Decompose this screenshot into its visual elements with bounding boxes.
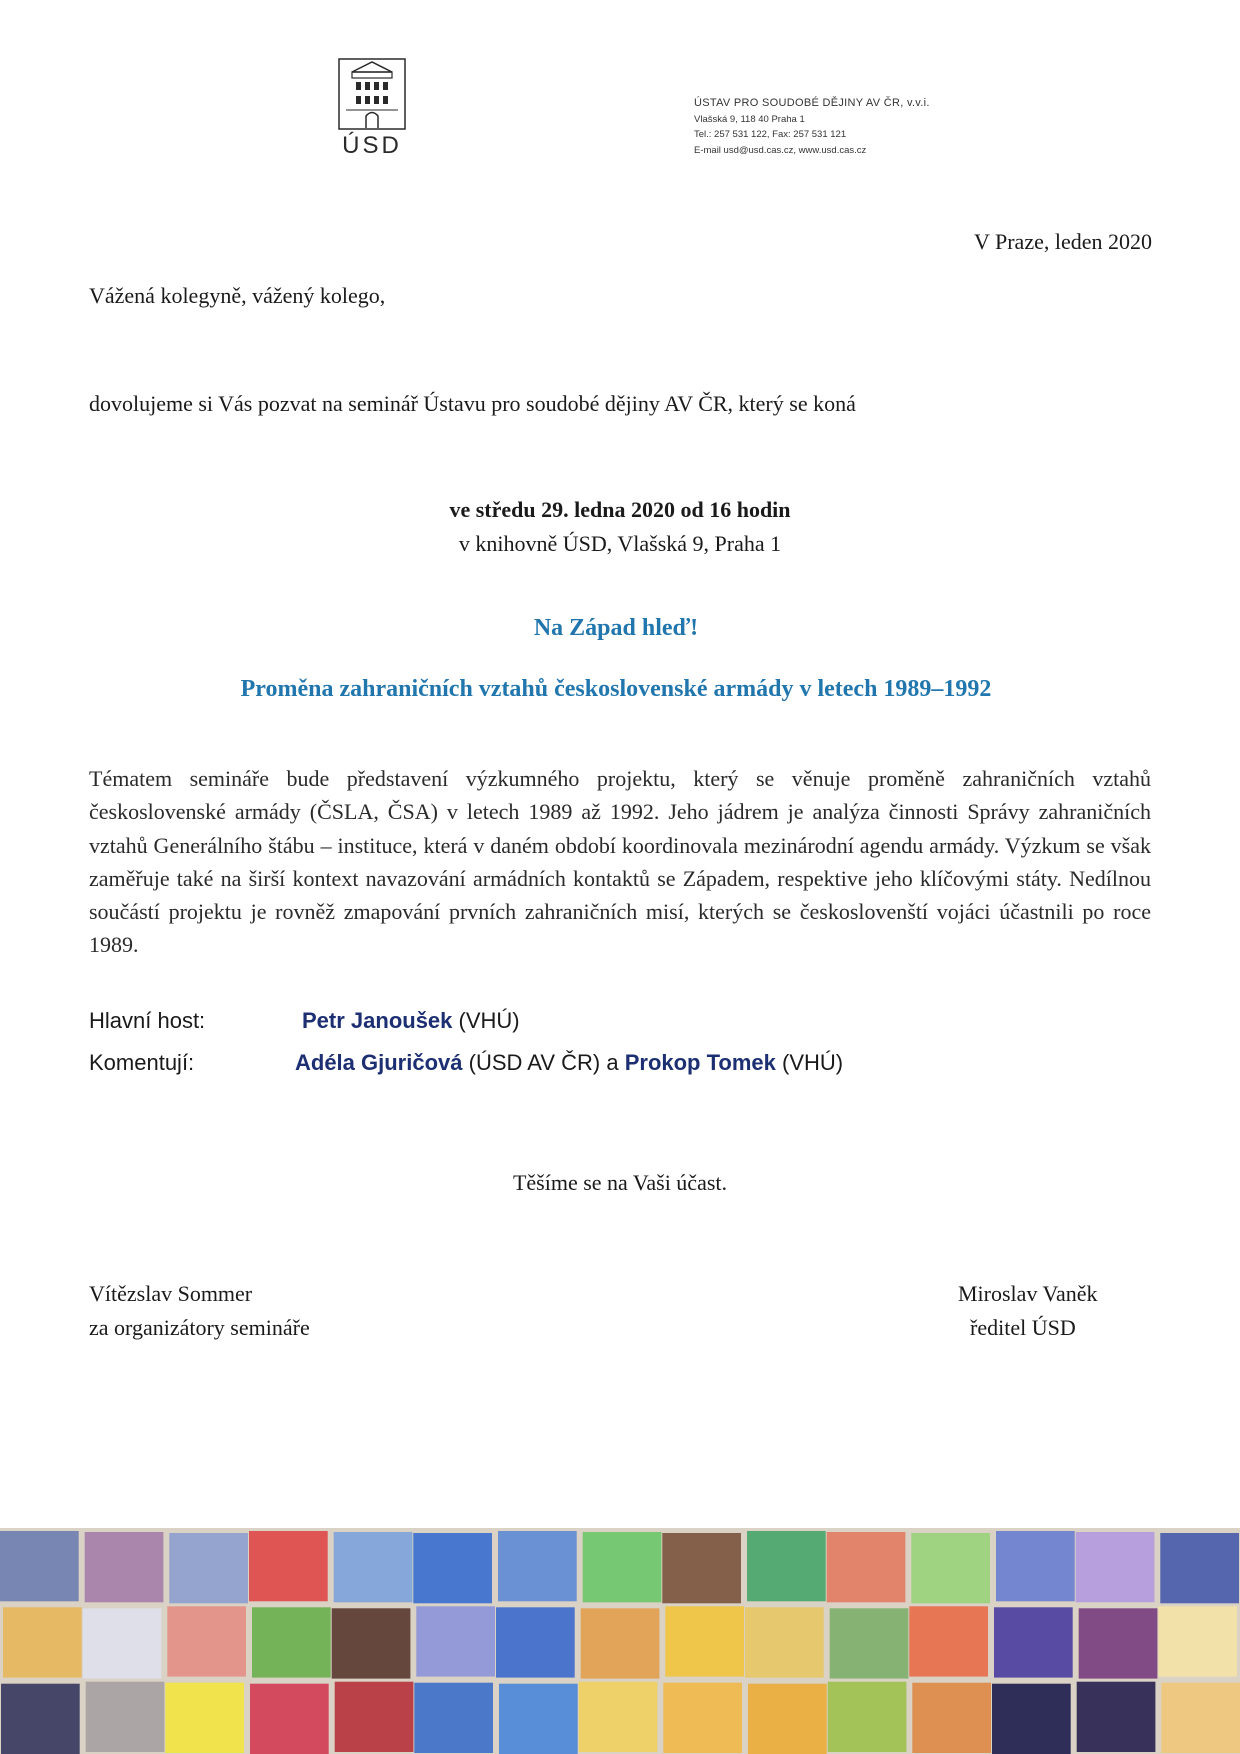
- painting-colour-patch: [662, 1533, 741, 1603]
- commentators-value: [295, 1050, 843, 1076]
- painting-colour-patch: [335, 1682, 414, 1752]
- institute-address: Vlašská 9, 118 40 Praha 1: [694, 113, 805, 125]
- painting-colour-patch: [909, 1606, 988, 1676]
- painting-colour-patch: [167, 1606, 246, 1676]
- main-guest-affiliation: (VHÚ): [452, 1008, 520, 1033]
- commentators-label: Komentují:: [89, 1050, 195, 1075]
- painting-colour-patch: [911, 1533, 990, 1603]
- painting-colour-patch: [745, 1607, 824, 1677]
- invitation-intro: dovolujeme si Vás pozvat na seminář Ústavu pro soudobé dějiny AV ČR, který se koná: [89, 391, 856, 416]
- building-icon: [338, 58, 406, 130]
- institute-name: ÚSTAV PRO SOUDOBÉ DĚJINY AV ČR, v.v.i.: [694, 97, 930, 109]
- letter-date: V Praze, leden 2020: [974, 229, 1152, 254]
- main-guest-label: Hlavní host:: [89, 1008, 206, 1033]
- painting-colour-patch: [499, 1684, 578, 1754]
- painting-colour-patch: [249, 1531, 328, 1601]
- painting-colour-patch: [830, 1608, 909, 1678]
- painting-colour-patch: [747, 1531, 826, 1601]
- signature-right: [958, 1277, 1098, 1345]
- painting-colour-patch: [996, 1531, 1075, 1601]
- painting-colour-patch: [3, 1607, 82, 1677]
- main-guest-name: Petr Janoušek: [302, 1008, 453, 1033]
- painting-colour-patch: [828, 1682, 907, 1752]
- commentator-2-affiliation: (VHÚ): [775, 1050, 844, 1075]
- painting-colour-patch: [85, 1532, 164, 1602]
- closing-line: Těšíme se na Vaši účast.: [512, 1170, 728, 1195]
- event-location: v knihovně ÚSD, Vlašská 9, Praha 1: [458, 531, 782, 556]
- painting-colour-patch: [579, 1682, 658, 1752]
- painting-colour-patch: [581, 1608, 660, 1678]
- painting-colour-patch: [165, 1683, 244, 1753]
- painting-colour-patch: [498, 1531, 577, 1601]
- logo-text: ÚSD: [342, 132, 402, 159]
- commentator-2-name: Prokop Tomek: [624, 1050, 776, 1075]
- institute-contact: [694, 96, 930, 158]
- main-guest-value: [302, 1008, 520, 1034]
- painting-colour-patch: [912, 1683, 991, 1753]
- commentator-1-name: Adéla Gjuričová: [295, 1050, 463, 1075]
- painting-colour-patch: [1076, 1532, 1155, 1602]
- signature-left-name: Vítězslav Sommer: [89, 1281, 253, 1306]
- signature-right-name: Miroslav Vaněk: [958, 1281, 1098, 1306]
- painting-colour-patch: [665, 1606, 744, 1676]
- signature-right-role: ředitel ÚSD: [970, 1315, 1076, 1340]
- abstract-colour-squares-painting-icon: [0, 1528, 1240, 1754]
- main-guest-row: [0, 1008, 1240, 1038]
- painting-colour-patch: [496, 1607, 575, 1677]
- painting-colour-patch: [994, 1607, 1073, 1677]
- signature-left-role: za organizátory semináře: [89, 1315, 310, 1340]
- painting-colour-patch: [748, 1684, 827, 1754]
- signature-left: [89, 1277, 310, 1345]
- institute-phone: Tel.: 257 531 122, Fax: 257 531 121: [694, 129, 847, 140]
- painting-colour-patch: [86, 1682, 165, 1752]
- painting-colour-patch: [0, 1531, 79, 1601]
- painting-colour-patch: [83, 1608, 162, 1678]
- usd-logo: [338, 58, 406, 160]
- painting-colour-patch: [252, 1607, 331, 1677]
- painting-colour-patch: [1161, 1683, 1240, 1753]
- painting-colour-patch: [414, 1683, 493, 1753]
- painting-colour-patch: [1079, 1608, 1158, 1678]
- commentator-1-affiliation: (ÚSD AV ČR) a: [462, 1050, 625, 1075]
- painting-colour-patch: [413, 1533, 492, 1603]
- painting-colour-patch: [1077, 1682, 1156, 1752]
- greeting: Vážená kolegyně, vážený kolego,: [89, 283, 386, 308]
- painting-colour-patch: [992, 1684, 1071, 1754]
- commentators-row: [0, 1050, 1240, 1080]
- seminar-title: Na Západ hleď!: [533, 615, 699, 641]
- painting-colour-patch: [663, 1683, 742, 1753]
- painting-colour-patch: [1, 1684, 80, 1754]
- painting-colour-patch: [169, 1533, 248, 1603]
- painting-colour-patch: [827, 1532, 906, 1602]
- event-datetime: ve středu 29. ledna 2020 od 16 hodin: [449, 497, 791, 522]
- painting-colour-patch: [416, 1606, 495, 1676]
- institute-email: E-mail usd@usd.cas.cz, www.usd.cas.cz: [694, 144, 867, 156]
- painting-colour-patch: [1158, 1606, 1237, 1676]
- painting-colour-patch: [1160, 1533, 1239, 1603]
- seminar-description: Tématem semináře bude představení výzkumného projektu, který se věnuje proměně zahraničních vztahů československé armády (ČSLA, ČSA) v letech 1989 až 1992. Jeho jádrem je analýza činnosti Správy zahraničních vztahů Generálního štábu – instituce, která v daném období koordinovala mezinárodní agendu armády. Výzkum se však zaměřuje také na širší kontext navazování armádních kontaktů se Západem, respektive jeho klíčovými státy. Nedílnou součástí projektu je rovněž zmapování prvních zahraničních misí, kterých se českoslovenští vojáci účastnili po roce 1989.: [89, 766, 1151, 958]
- painting-colour-patch: [583, 1532, 662, 1602]
- painting-colour-patch: [250, 1684, 329, 1754]
- painting-colour-patch: [334, 1532, 413, 1602]
- painting-colour-patch: [332, 1608, 411, 1678]
- seminar-subtitle: Proměna zahraničních vztahů československé armády v letech 1989–1992: [240, 676, 992, 702]
